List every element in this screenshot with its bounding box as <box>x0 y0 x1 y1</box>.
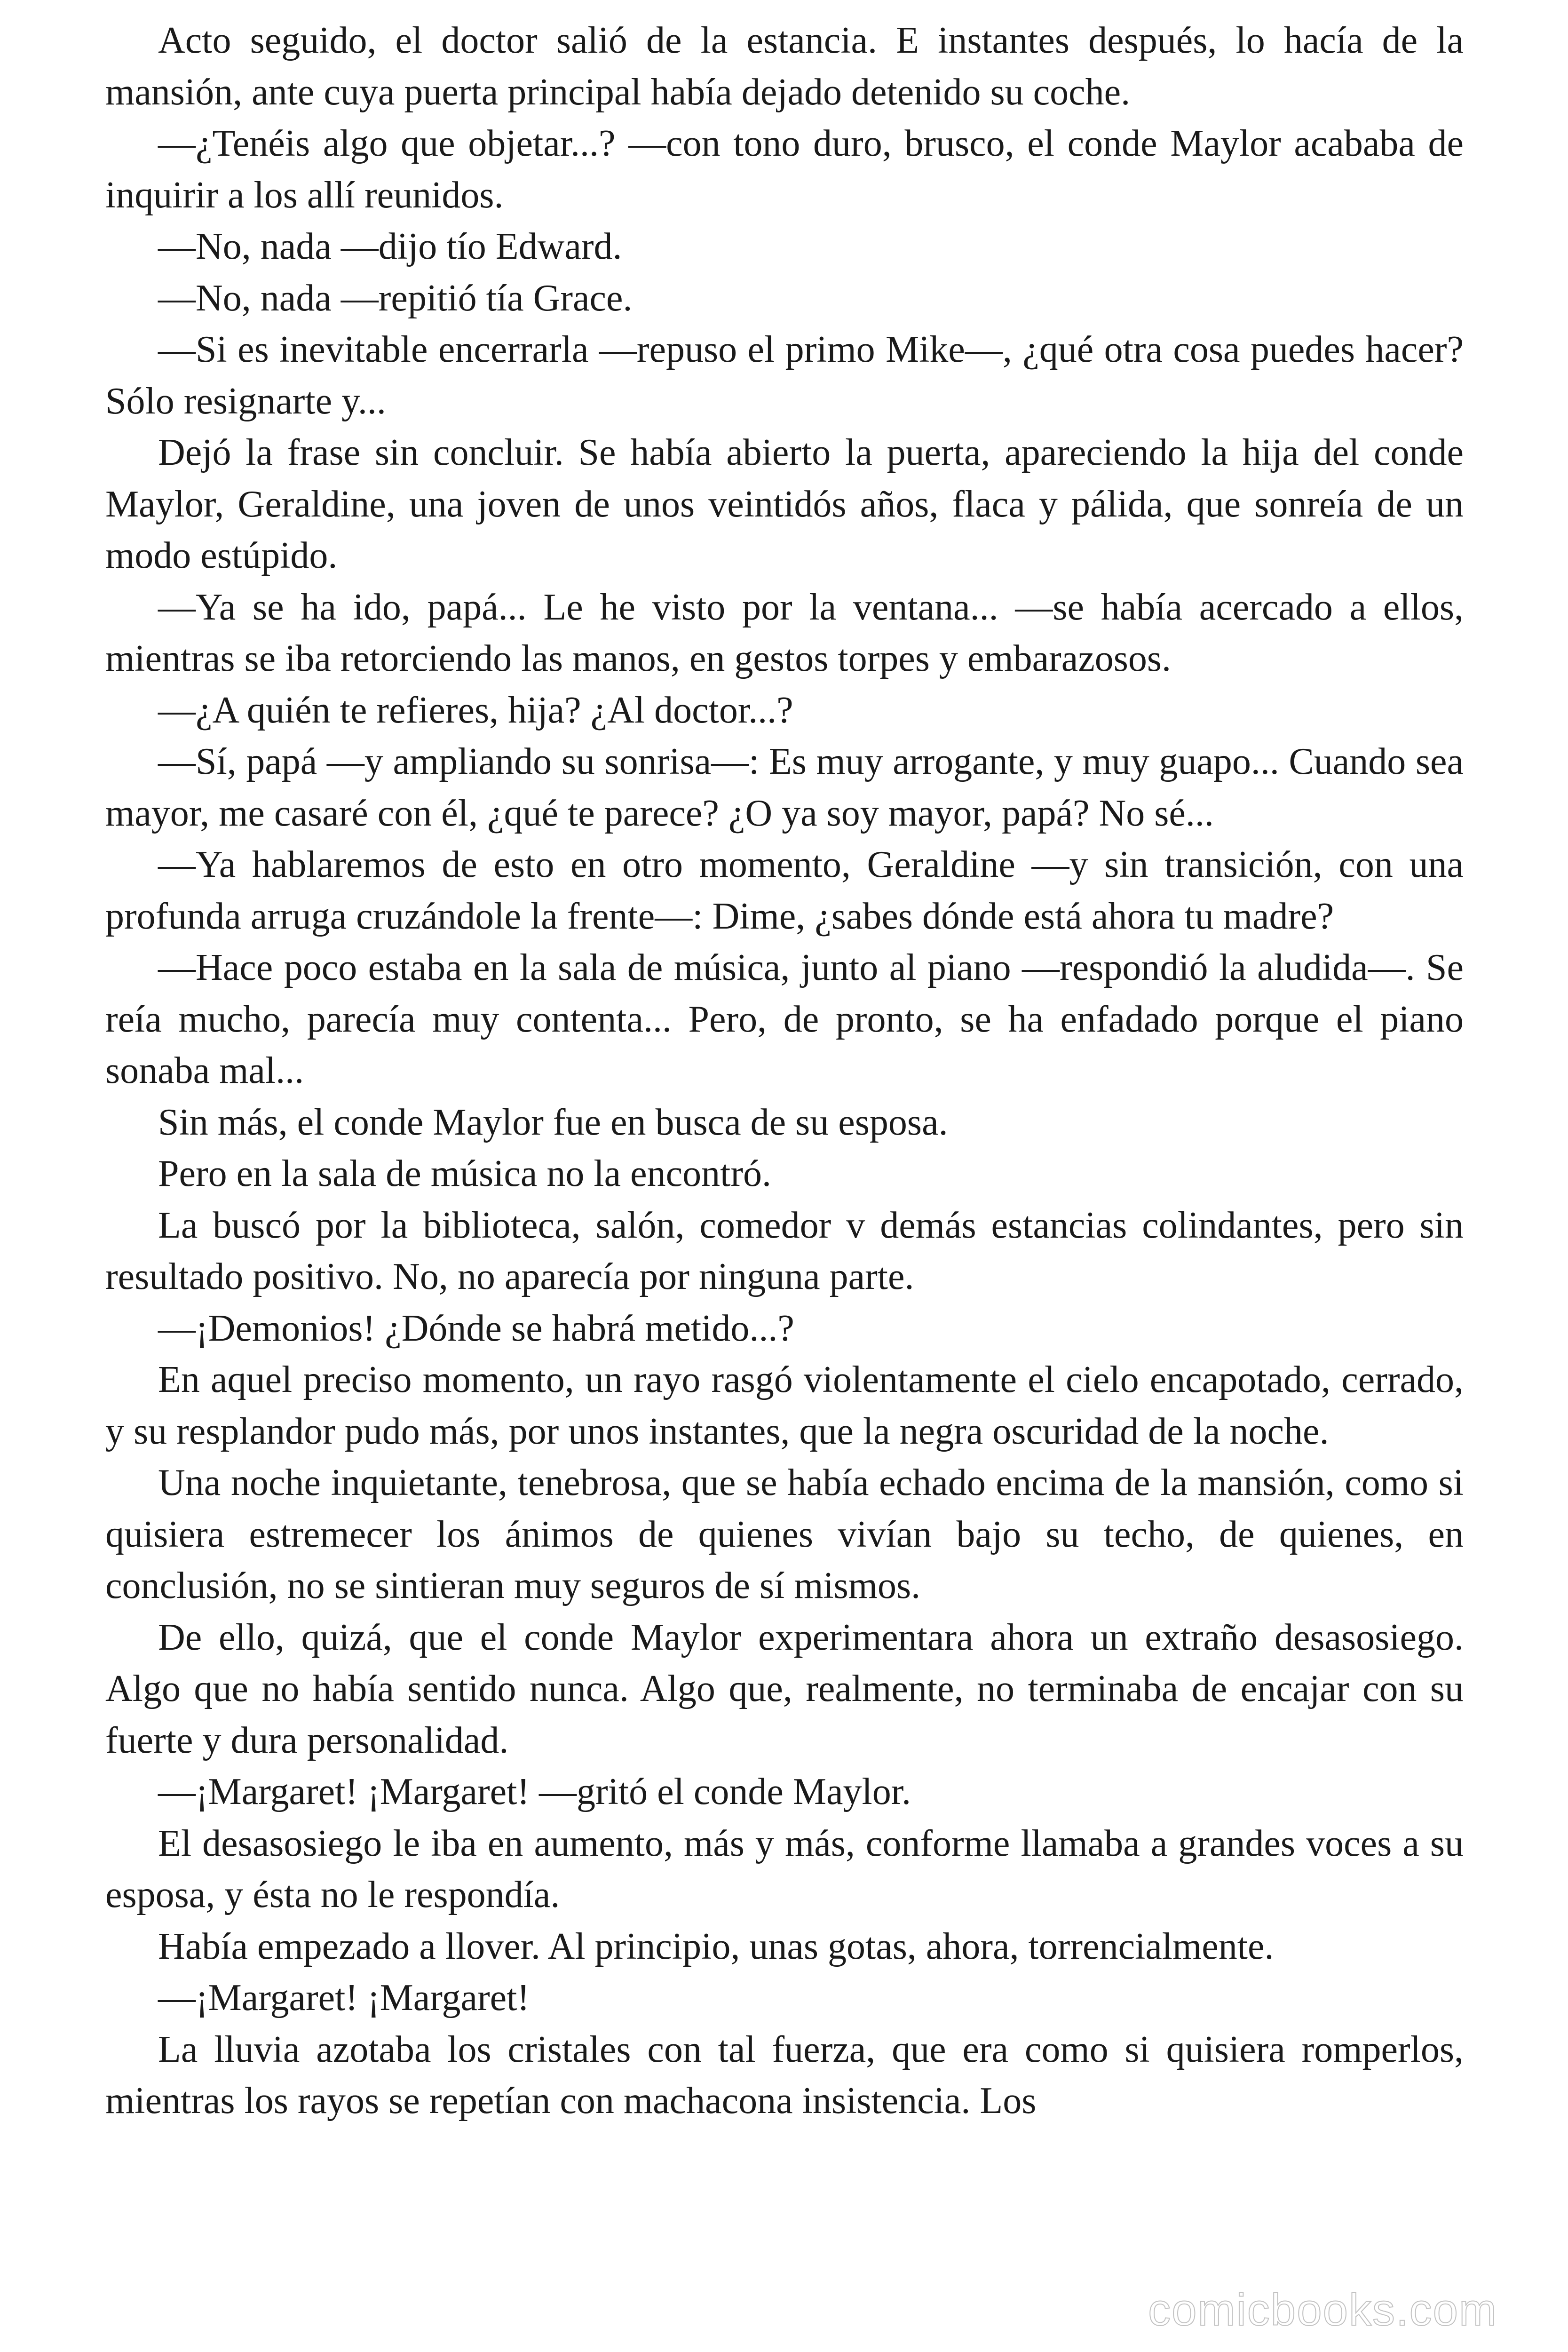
paragraph: —Ya se ha ido, papá... Le he visto por la ventana... —se había acercado a ellos, mientras se iba retorciendo las manos, en gestos torpes y embarazosos. <box>105 586 1464 679</box>
paragraph: En aquel preciso momento, un rayo rasgó violentamente el cielo encapotado, cerrado, y su resplandor pudo más, por unos instantes, que la negra oscuridad de la noche. <box>105 1359 1464 1452</box>
paragraph: —No, nada —dijo tío Edward. <box>158 226 622 267</box>
paragraph: De ello, quizá, que el conde Maylor experimentara ahora un extraño desasosiego. Algo que no había sentido nunca. Algo que, realmente, no terminaba de encajar con su fuerte y dura personalidad. <box>105 1616 1464 1761</box>
paragraph: —¡Demonios! ¿Dónde se habrá metido...? <box>158 1307 794 1349</box>
paragraph: Sin más, el conde Maylor fue en busca de su esposa. <box>158 1101 948 1143</box>
paragraph: Pero en la sala de música no la encontró. <box>158 1153 771 1194</box>
paragraph: Una noche inquietante, tenebrosa, que se había echado encima de la mansión, como si quisiera estremecer los ánimos de quienes vivían bajo su techo, de quienes, en conclusión, no se sintieran muy seguros de sí mismos. <box>105 1462 1464 1606</box>
paragraph: —¡Margaret! ¡Margaret! —gritó el conde Maylor. <box>158 1771 911 1812</box>
paragraph: —No, nada —repitió tía Grace. <box>158 277 633 319</box>
paragraph: —¡Margaret! ¡Margaret! <box>158 1977 530 2018</box>
paragraph: Había empezado a llover. Al principio, unas gotas, ahora, torrencialmente. <box>158 1925 1274 1967</box>
paragraph: —Si es inevitable encerrarla —repuso el primo Mike—, ¿qué otra cosa puedes hacer? Sólo resignarte y... <box>105 329 1464 422</box>
paragraph: Dejó la frase sin concluir. Se había abierto la puerta, apareciendo la hija del conde Maylor, Geraldine, una joven de unos veintidós años, flaca y pálida, que sonreía de un modo estúpido. <box>105 432 1464 576</box>
paragraph: La lluvia azotaba los cristales con tal fuerza, que era como si quisiera romperlos, mientras los rayos se repetían con machacona insistencia. Los <box>105 2028 1464 2122</box>
paragraph: —¿Tenéis algo que objetar...? —con tono duro, brusco, el conde Maylor acababa de inquirir a los allí reunidos. <box>105 123 1464 216</box>
watermark: comicbooks.com <box>1148 2285 1497 2335</box>
paragraph: El desasosiego le iba en aumento, más y más, conforme llamaba a grandes voces a su esposa, y ésta no le respondía. <box>105 1822 1464 1915</box>
paragraph: —Hace poco estaba en la sala de música, junto al piano —respondió la aludida—. Se reía mucho, parecía muy contenta... Pero, de pronto, se ha enfadado porque el piano sonaba mal... <box>105 947 1464 1091</box>
paragraph: —Ya hablaremos de esto en otro momento, Geraldine —y sin transición, con una profunda arruga cruzándole la frente—: Dime, ¿sabes dónde está ahora tu madre? <box>105 844 1464 937</box>
page-text <box>105 15 1464 2127</box>
paragraph: —¿A quién te refieres, hija? ¿Al doctor...? <box>158 689 793 731</box>
paragraph: La buscó por la biblioteca, salón, comedor v demás estancias colindantes, pero sin resultado positivo. No, no aparecía por ninguna parte. <box>105 1204 1464 1297</box>
paragraph: —Sí, papá —y ampliando su sonrisa—: Es muy arrogante, y muy guapo... Cuando sea mayor, me casaré con él, ¿qué te parece? ¿O ya soy mayor, papá? No sé... <box>105 741 1464 834</box>
paragraph: Acto seguido, el doctor salió de la estancia. E instantes después, lo hacía de la mansión, ante cuya puerta principal había dejado detenido su coche. <box>105 20 1464 113</box>
